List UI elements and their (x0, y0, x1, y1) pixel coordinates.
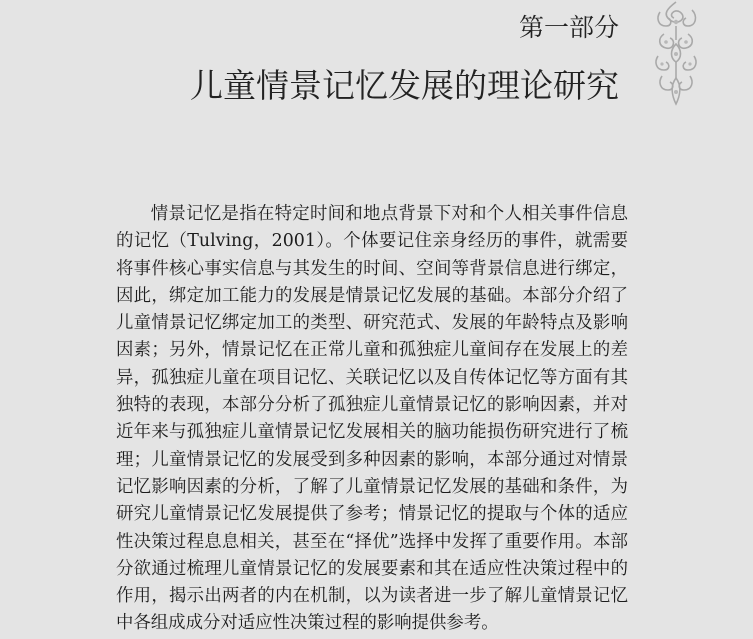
chapter-title: 儿童情景记忆发展的理论研究 (190, 66, 619, 105)
part-label: 第一部分 (518, 13, 619, 42)
floral-ornament-icon (650, 0, 702, 110)
body-paragraph: 情景记忆是指在特定时间和地点背景下对和个人相关事件信息的记忆（Tulving，2001）。个体要记住亲身经历的事件，就需要将事件核心事实信息与其发生的时间、空间等背景信息进行绑定，因此，绑定加工能力的发展是情景记忆发展的基础。本部分介绍了儿童情景记忆绑定加工的类型、研究范式、发展的年龄特点及影响因素；另外，情景记忆在正常儿童和孤独症儿童间存在发展上的差异，孤独症儿童在项目记忆、关联记忆以及自传体记忆等方面有其独特的表现，本部分分析了孤独症儿童情景记忆的影响因素，并对近年来与孤独症儿童情景记忆发展相关的脑功能损伤研究进行了梳理；儿童情景记忆的发展受到多种因素的影响，本部分通过对情景记忆影响因素的分析，了解了儿童情景记忆发展的基础和条件，为研究儿童情景记忆发展提供了参考；情景记忆的提取与个体的适应性决策过程息息相关，甚至在“择优”选择中发挥了重要作用。本部分欲通过梳理儿童情景记忆的发展要素和其在适应性决策过程中的作用，揭示出两者的内在机制，以为读者进一步了解儿童情景记忆中各组成成分对适应性决策过程的影响提供参考。 (116, 204, 628, 634)
